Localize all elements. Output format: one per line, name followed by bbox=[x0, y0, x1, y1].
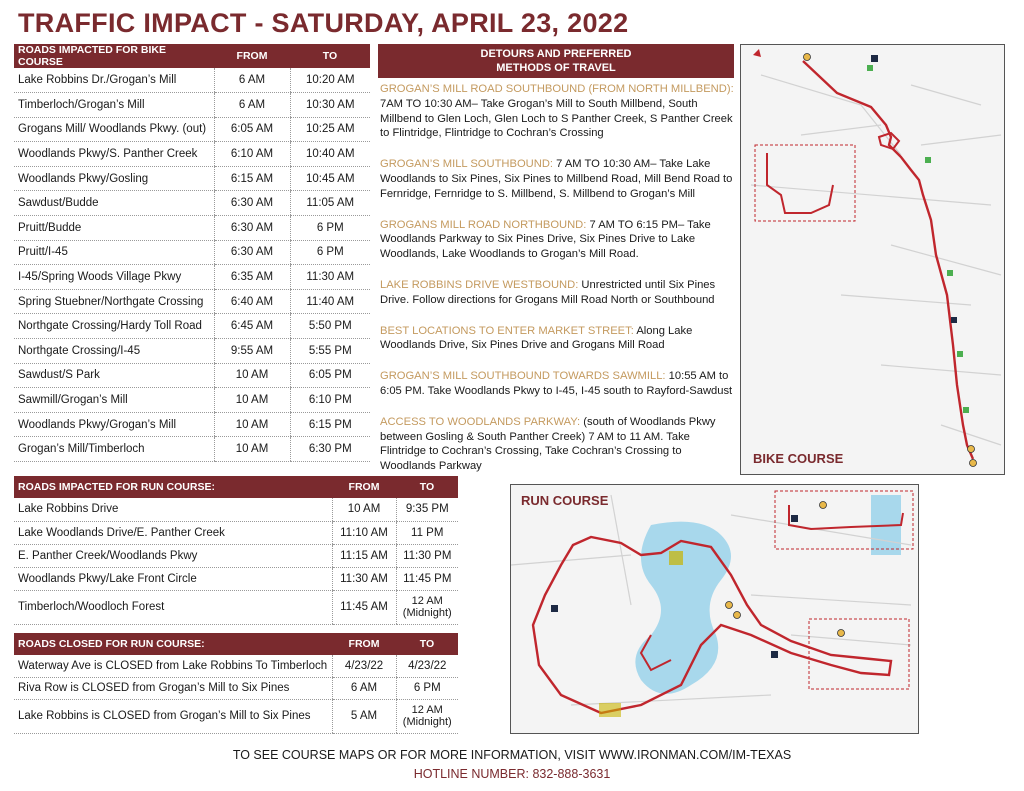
footer-info: TO SEE COURSE MAPS OR FOR MORE INFORMATION, VISIT WWW.IRONMAN.COM/IM-TEXAS bbox=[232, 748, 792, 762]
run-road: Lake Woodlands Drive/E. Panther Creek bbox=[14, 521, 332, 544]
run-map-label: RUN COURSE bbox=[521, 493, 609, 508]
bike-from: 6:05 AM bbox=[214, 117, 290, 142]
closed-row bbox=[14, 655, 458, 677]
bike-from: 6:30 AM bbox=[214, 240, 290, 265]
run-row bbox=[14, 590, 458, 624]
bike-road: Grogans Mill/ Woodlands Pkwy. (out) bbox=[14, 117, 214, 142]
bike-road: Grogan’s Mill/Timberloch bbox=[14, 437, 214, 462]
closed-row bbox=[14, 699, 458, 733]
run-from: 11:10 AM bbox=[332, 521, 396, 544]
closed-header-from: FROM bbox=[332, 633, 396, 655]
run-road: Timberloch/Woodloch Forest bbox=[14, 590, 332, 624]
closed-from: 5 AM bbox=[332, 699, 396, 733]
closed-header-to: TO bbox=[396, 633, 458, 655]
run-from: 11:15 AM bbox=[332, 544, 396, 567]
bike-from: 6:30 AM bbox=[214, 216, 290, 241]
transition-icon bbox=[871, 55, 878, 62]
run-header-road: ROADS IMPACTED FOR RUN COURSE: bbox=[14, 476, 332, 498]
closed-roads-table bbox=[14, 633, 458, 734]
closed-to-time: 12 AM bbox=[411, 704, 443, 716]
bike-row bbox=[14, 216, 370, 241]
bike-to: 5:50 PM bbox=[290, 314, 370, 339]
bike-road: Woodlands Pkwy/Gosling bbox=[14, 166, 214, 191]
bike-road: Spring Stuebner/Northgate Crossing bbox=[14, 289, 214, 314]
bike-to: 10:30 AM bbox=[290, 93, 370, 118]
detours-list bbox=[380, 82, 738, 490]
run-to-time: 12 AM bbox=[411, 595, 443, 607]
detour-item bbox=[380, 157, 738, 201]
bike-from: 10 AM bbox=[214, 363, 290, 388]
closed-to: 6 PM bbox=[396, 677, 458, 699]
bike-row bbox=[14, 289, 370, 314]
bike-road: Woodlands Pkwy/S. Panther Creek bbox=[14, 142, 214, 167]
bike-from: 10 AM bbox=[214, 388, 290, 413]
detour-item bbox=[380, 415, 738, 474]
closed-row bbox=[14, 677, 458, 699]
bike-to: 6:10 PM bbox=[290, 388, 370, 413]
detour-item bbox=[380, 278, 738, 308]
bike-row bbox=[14, 314, 370, 339]
closed-road: Riva Row is CLOSED from Grogan’s Mill to Six Pines bbox=[14, 677, 332, 699]
closed-to: 4/23/22 bbox=[396, 655, 458, 677]
bike-to: 6:30 PM bbox=[290, 437, 370, 462]
bike-from: 9:55 AM bbox=[214, 339, 290, 364]
bike-to: 10:40 AM bbox=[290, 142, 370, 167]
bike-road: Woodlands Pkwy/Grogan’s Mill bbox=[14, 412, 214, 437]
bike-road: Northgate Crossing/I-45 bbox=[14, 339, 214, 364]
run-from: 10 AM bbox=[332, 498, 396, 521]
bike-road: I-45/Spring Woods Village Pkwy bbox=[14, 265, 214, 290]
closed-from: 4/23/22 bbox=[332, 655, 396, 677]
detour-heading: GROGAN’S MILL SOUTHBOUND TOWARDS SAWMILL: bbox=[380, 370, 666, 383]
detours-header-line1: DETOURS AND PREFERRED bbox=[480, 48, 632, 60]
detour-heading: LAKE ROBBINS DRIVE WESTBOUND: bbox=[380, 278, 579, 291]
closed-header-road: ROADS CLOSED FOR RUN COURSE: bbox=[14, 633, 332, 655]
closed-to-note: (Midnight) bbox=[402, 716, 452, 728]
detour-text: Along Lake Woodlands Drive, Six Pines Drive and Grogans Mill Road bbox=[380, 324, 693, 352]
bike-row bbox=[14, 93, 370, 118]
aid-station-icon bbox=[804, 54, 811, 61]
bike-from: 6 AM bbox=[214, 93, 290, 118]
run-road: Woodlands Pkwy/Lake Front Circle bbox=[14, 567, 332, 590]
run-to bbox=[396, 590, 458, 624]
bike-row bbox=[14, 412, 370, 437]
run-course-table bbox=[14, 476, 458, 625]
bike-from: 6:40 AM bbox=[214, 289, 290, 314]
footer-hotline: HOTLINE NUMBER: 832-888-3631 bbox=[413, 767, 611, 781]
bike-row bbox=[14, 265, 370, 290]
detour-heading: BEST LOCATIONS TO ENTER MARKET STREET: bbox=[380, 324, 634, 337]
run-row bbox=[14, 544, 458, 567]
detour-heading: GROGAN’S MILL ROAD SOUTHBOUND (FROM NORTH MILLBEND): bbox=[380, 83, 734, 95]
bike-row bbox=[14, 437, 370, 462]
bike-row bbox=[14, 363, 370, 388]
bike-road: Timberloch/Grogan’s Mill bbox=[14, 93, 214, 118]
run-to-note: (Midnight) bbox=[402, 607, 452, 619]
detour-item bbox=[380, 218, 738, 262]
closed-from: 6 AM bbox=[332, 677, 396, 699]
run-from: 11:30 AM bbox=[332, 567, 396, 590]
bike-row bbox=[14, 117, 370, 142]
run-row bbox=[14, 498, 458, 521]
bike-from: 10 AM bbox=[214, 412, 290, 437]
bike-road: Sawmill/Grogan’s Mill bbox=[14, 388, 214, 413]
bike-road: Northgate Crossing/Hardy Toll Road bbox=[14, 314, 214, 339]
closed-road: Waterway Ave is CLOSED from Lake Robbins To Timberloch bbox=[14, 655, 332, 677]
bike-to: 10:45 AM bbox=[290, 166, 370, 191]
detour-text: 7 AM TO 6:15 PM– Take Woodlands Parkway to Six Pines Drive, Six Pines Drive to Lake Woodlands, Lake Woodlands to Grogan’s Mill Road. bbox=[380, 218, 711, 261]
run-to: 11:30 PM bbox=[396, 544, 458, 567]
park-area bbox=[669, 551, 683, 565]
bike-to: 6:05 PM bbox=[290, 363, 370, 388]
run-road: Lake Robbins Drive bbox=[14, 498, 332, 521]
bike-row bbox=[14, 339, 370, 364]
bike-road: Pruitt/I-45 bbox=[14, 240, 214, 265]
detour-text: 7 AM TO 10:30 AM– Take Lake Woodlands to Six Pines, Six Pines to Millbend Road, Mill Bend Road to Fernridge, Fernridge to S. Millbend, S. Millbend to Grogan’s Mill bbox=[380, 158, 733, 200]
bike-to: 5:55 PM bbox=[290, 339, 370, 364]
bike-to: 10:20 AM bbox=[290, 68, 370, 93]
page-title: TRAFFIC IMPACT - SATURDAY, APRIL 23, 2022 bbox=[18, 8, 629, 38]
bike-to: 6 PM bbox=[290, 216, 370, 241]
detour-text: (south of Woodlands Pkwy between Gosling & South Panther Creek) 7 AM to 11 AM. Take Flintridge to Cochran’s Crossing, Take Cochran’s Crossing to Woodlands Parkway bbox=[380, 415, 716, 473]
run-from: 11:45 AM bbox=[332, 590, 396, 624]
detour-item bbox=[380, 82, 738, 141]
bike-header-to: TO bbox=[290, 44, 370, 68]
detours-header-line2: METHODS OF TRAVEL bbox=[496, 62, 616, 74]
detour-text: 10:55 AM to 6:05 PM. Take Woodlands Pkwy to I-45, I-45 south to Rayford-Sawdust bbox=[380, 370, 733, 397]
bike-header-road: ROADS IMPACTED FOR BIKE COURSE bbox=[14, 44, 214, 68]
bike-row bbox=[14, 166, 370, 191]
bike-from: 6 AM bbox=[214, 68, 290, 93]
bike-to: 6 PM bbox=[290, 240, 370, 265]
bike-from: 10 AM bbox=[214, 437, 290, 462]
bike-to: 11:30 AM bbox=[290, 265, 370, 290]
run-row bbox=[14, 567, 458, 590]
bike-row bbox=[14, 68, 370, 93]
bike-from: 6:45 AM bbox=[214, 314, 290, 339]
bike-to: 11:40 AM bbox=[290, 289, 370, 314]
detour-heading: GROGAN’S MILL SOUTHBOUND: bbox=[380, 158, 554, 171]
detour-item bbox=[380, 324, 738, 354]
run-map-graphic bbox=[511, 485, 919, 734]
run-header-from: FROM bbox=[332, 476, 396, 498]
bike-row bbox=[14, 142, 370, 167]
run-road: E. Panther Creek/Woodlands Pkwy bbox=[14, 544, 332, 567]
run-to: 9:35 PM bbox=[396, 498, 458, 521]
bike-road: Lake Robbins Dr./Grogan’s Mill bbox=[14, 68, 214, 93]
bike-row bbox=[14, 388, 370, 413]
closed-road: Lake Robbins is CLOSED from Grogan’s Mill to Six Pines bbox=[14, 699, 332, 733]
run-row bbox=[14, 521, 458, 544]
bike-from: 6:35 AM bbox=[214, 265, 290, 290]
detour-heading: GROGANS MILL ROAD NORTHBOUND: bbox=[380, 218, 587, 231]
bike-road: Sawdust/Budde bbox=[14, 191, 214, 216]
run-to: 11 PM bbox=[396, 521, 458, 544]
bike-header-from: FROM bbox=[214, 44, 290, 68]
bike-from: 6:30 AM bbox=[214, 191, 290, 216]
bike-road: Pruitt/Budde bbox=[14, 216, 214, 241]
bike-row bbox=[14, 191, 370, 216]
detour-heading: ACCESS TO WOODLANDS PARKWAY: bbox=[380, 415, 581, 428]
run-map-inset-2 bbox=[809, 619, 909, 689]
run-header-to: TO bbox=[396, 476, 458, 498]
detour-text: Unrestricted until Six Pines Drive. Follow directions for Grogans Mill Road North or Southbound bbox=[380, 278, 716, 306]
bike-course-table bbox=[14, 44, 370, 462]
bike-map-inset bbox=[755, 145, 855, 221]
bike-from: 6:10 AM bbox=[214, 142, 290, 167]
detours-header bbox=[378, 44, 734, 78]
bike-row bbox=[14, 240, 370, 265]
bike-to: 6:15 PM bbox=[290, 412, 370, 437]
bike-to: 11:05 AM bbox=[290, 191, 370, 216]
run-course-map bbox=[510, 484, 919, 734]
bike-to: 10:25 AM bbox=[290, 117, 370, 142]
bike-map-graphic bbox=[741, 45, 1005, 475]
closed-to bbox=[396, 699, 458, 733]
bike-road: Sawdust/S Park bbox=[14, 363, 214, 388]
bike-map-label: BIKE COURSE bbox=[753, 451, 844, 466]
bike-course-map bbox=[740, 44, 1005, 475]
detour-text: 7AM TO 10:30 AM– Take Grogan’s Mill to South Millbend, South Millbend to Glen Loch, Glen Loch to S Panther Creek, S Panther Creek to Flintridge, Flintridge to Cochran’s Crossing bbox=[380, 97, 733, 140]
bike-from: 6:15 AM bbox=[214, 166, 290, 191]
run-to: 11:45 PM bbox=[396, 567, 458, 590]
north-arrow-icon bbox=[753, 49, 761, 57]
detour-item bbox=[380, 369, 738, 399]
